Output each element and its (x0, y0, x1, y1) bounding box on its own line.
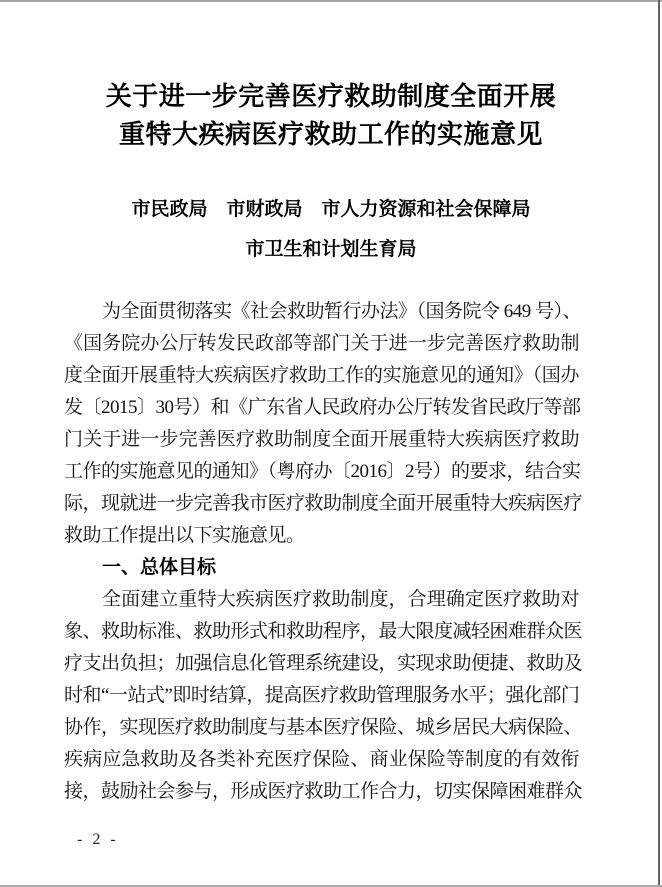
body-line: 度全面开展重特大疾病医疗救助工作的实施意见的通知》（国办 (64, 365, 579, 386)
body-line: 接，鼓励社会参与，形成医疗救助工作合力，切实保障困难群众 (64, 781, 583, 802)
body-line: 全面建立重特大疾病医疗救助制度，合理确定医疗救助对 (102, 589, 579, 610)
title-line-1: 关于进一步完善医疗救助制度全面开展 (105, 82, 557, 111)
document-body (64, 296, 583, 808)
body-line: 际，现就进一步完善我市医疗救助制度全面开展重特大疾病医疗 (64, 493, 583, 514)
body-line: 门关于进一步完善医疗救助制度全面开展重特大疾病医疗救助 (64, 429, 579, 450)
body-line: 发〔2015〕30号）和《广东省人民政府办公厅转发省民政厅等部 (64, 397, 581, 418)
page-number: - 2 - (77, 831, 119, 848)
issuing-departments (0, 190, 662, 270)
body-line: 为全面贯彻落实《社会救助暂行办法》（国务院令 649 号）、 (102, 301, 582, 322)
issuer-line-1: 市民政局 市财政局 市人力资源和社会保障局 (131, 199, 531, 220)
body-line: 疗支出负担；加强信息化管理系统建设，实现求助便捷、救助及 (64, 653, 583, 674)
document-title (0, 78, 662, 154)
title-line-2: 重特大疾病医疗救助工作的实施意见 (118, 120, 543, 149)
body-line: 象、救助标准、救助形式和救助程序，最大限度减轻困难群众医 (64, 621, 583, 642)
body-line: 工作的实施意见的通知》（粤府办〔2016〕2号）的要求，结合实 (64, 461, 581, 482)
body-line: 时和“一站式”即时结算，提高医疗救助管理服务水平；强化部门 (64, 685, 580, 706)
scan-edge-top (0, 0, 662, 2)
body-line: 救助工作提出以下实施意见。 (64, 525, 305, 546)
section-heading: 一、总体目标 (102, 557, 217, 578)
body-line: 《国务院办公厅转发民政部等部门关于进一步完善医疗救助制 (64, 333, 579, 354)
body-line: 疾病应急救助及各类补充医疗保险、商业保险等制度的有效衔 (64, 749, 579, 770)
issuer-line-2: 市卫生和计划生育局 (245, 239, 417, 260)
body-line: 协作，实现医疗救助制度与基本医疗保险、城乡居民大病保险、 (64, 717, 583, 738)
